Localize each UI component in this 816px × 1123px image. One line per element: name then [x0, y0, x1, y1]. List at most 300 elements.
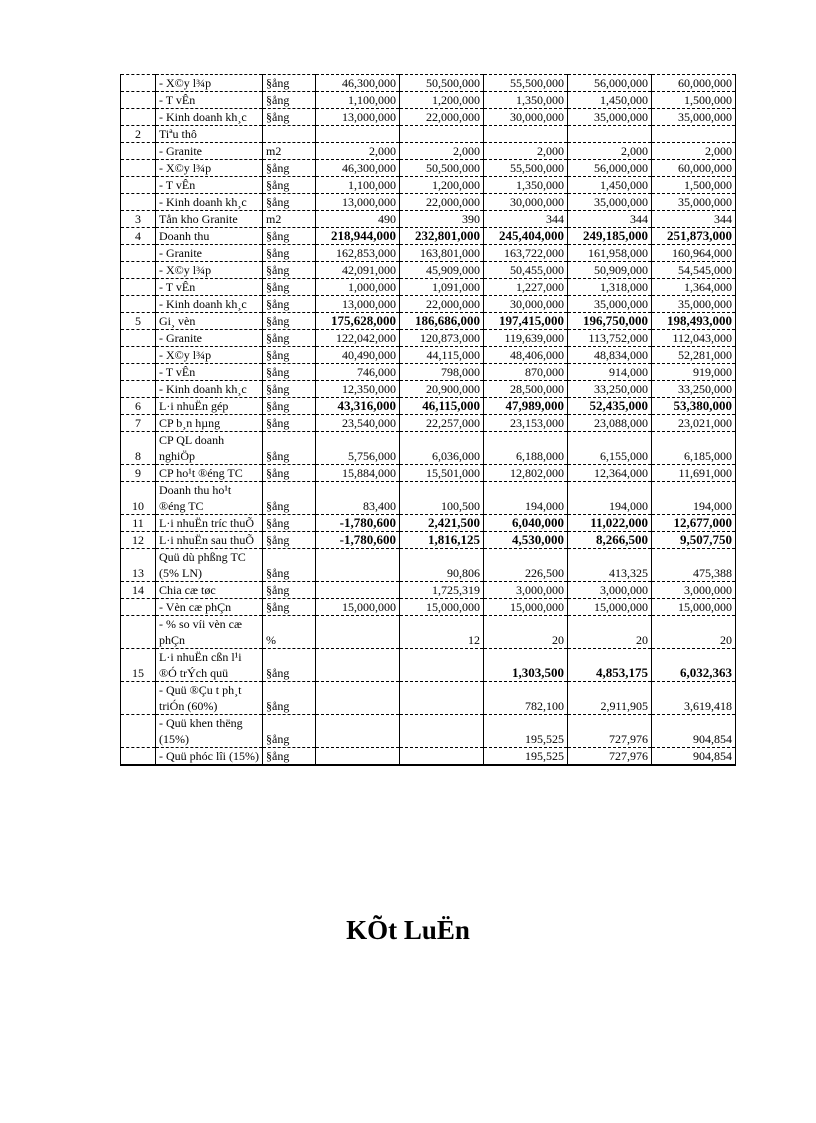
row-unit: §ång — [263, 599, 316, 616]
value-year-4: 4,853,175 — [568, 649, 652, 682]
table-row — [121, 245, 736, 262]
row-label: Chia cæ tøc — [156, 582, 263, 599]
row-label: - T vÊn — [156, 364, 263, 381]
row-unit: §ång — [263, 649, 316, 682]
row-label: - % so víi vèn cæ phÇn — [156, 616, 263, 649]
value-year-2 — [400, 126, 484, 143]
table-row — [121, 211, 736, 228]
value-year-4: 6,155,000 — [568, 432, 652, 465]
value-year-1: 490 — [316, 211, 400, 228]
row-number — [121, 364, 156, 381]
row-unit: §ång — [263, 75, 316, 92]
value-year-5: 35,000,000 — [652, 296, 736, 313]
value-year-5: 33,250,000 — [652, 381, 736, 398]
value-year-4: 196,750,000 — [568, 313, 652, 330]
value-year-1: 5,756,000 — [316, 432, 400, 465]
value-year-5: 3,619,418 — [652, 682, 736, 715]
value-year-4: 48,834,000 — [568, 347, 652, 364]
financial-projection-table — [120, 74, 736, 766]
row-label: Doanh thu ho¹t ®éng TC — [156, 482, 263, 515]
value-year-5: 919,000 — [652, 364, 736, 381]
table-row — [121, 109, 736, 126]
value-year-1: -1,780,600 — [316, 515, 400, 532]
row-unit: §ång — [263, 398, 316, 415]
row-unit: % — [263, 616, 316, 649]
row-number: 15 — [121, 649, 156, 682]
row-label: - Granite — [156, 143, 263, 160]
row-number — [121, 109, 156, 126]
value-year-1: 13,000,000 — [316, 194, 400, 211]
value-year-5: 112,043,000 — [652, 330, 736, 347]
row-label: - Kinh doanh kh¸c — [156, 194, 263, 211]
row-unit: §ång — [263, 482, 316, 515]
value-year-4: 15,000,000 — [568, 599, 652, 616]
row-unit: §ång — [263, 582, 316, 599]
row-label: - Vèn cæ phÇn — [156, 599, 263, 616]
row-unit: §ång — [263, 330, 316, 347]
value-year-3: 6,040,000 — [484, 515, 568, 532]
row-number — [121, 381, 156, 398]
value-year-1: 46,300,000 — [316, 75, 400, 92]
row-number — [121, 347, 156, 364]
table-row — [121, 381, 736, 398]
value-year-2: 50,500,000 — [400, 160, 484, 177]
value-year-2: 22,000,000 — [400, 194, 484, 211]
value-year-1: 746,000 — [316, 364, 400, 381]
value-year-2: 90,806 — [400, 549, 484, 582]
table-row — [121, 549, 736, 582]
value-year-5: 12,677,000 — [652, 515, 736, 532]
value-year-2: 2,000 — [400, 143, 484, 160]
value-year-2: 44,115,000 — [400, 347, 484, 364]
table-row — [121, 432, 736, 465]
row-label: - Quü ®Çu t ph¸t triÓn (60%) — [156, 682, 263, 715]
table-row — [121, 126, 736, 143]
row-unit: §ång — [263, 381, 316, 398]
value-year-1: 1,000,000 — [316, 279, 400, 296]
value-year-4: 50,909,000 — [568, 262, 652, 279]
value-year-1: 13,000,000 — [316, 296, 400, 313]
value-year-4: 1,318,000 — [568, 279, 652, 296]
table-row — [121, 296, 736, 313]
row-label: - Granite — [156, 245, 263, 262]
value-year-1: 162,853,000 — [316, 245, 400, 262]
value-year-5 — [652, 126, 736, 143]
value-year-5: 15,000,000 — [652, 599, 736, 616]
value-year-4: 35,000,000 — [568, 109, 652, 126]
value-year-3 — [484, 126, 568, 143]
value-year-2 — [400, 682, 484, 715]
table-row — [121, 616, 736, 649]
row-number — [121, 92, 156, 109]
row-unit: §ång — [263, 313, 316, 330]
table-row — [121, 330, 736, 347]
value-year-2: 22,257,000 — [400, 415, 484, 432]
value-year-3: 119,639,000 — [484, 330, 568, 347]
row-label: - Granite — [156, 330, 263, 347]
table-row — [121, 649, 736, 682]
value-year-3: 30,000,000 — [484, 109, 568, 126]
value-year-1: 46,300,000 — [316, 160, 400, 177]
row-unit: §ång — [263, 432, 316, 465]
value-year-5: 52,281,000 — [652, 347, 736, 364]
value-year-3: 50,455,000 — [484, 262, 568, 279]
value-year-5: 1,364,000 — [652, 279, 736, 296]
value-year-4: 11,022,000 — [568, 515, 652, 532]
table-row — [121, 194, 736, 211]
value-year-3: 195,525 — [484, 715, 568, 748]
row-number — [121, 245, 156, 262]
value-year-2: 186,686,000 — [400, 313, 484, 330]
value-year-1 — [316, 649, 400, 682]
value-year-4: 52,435,000 — [568, 398, 652, 415]
value-year-3: 163,722,000 — [484, 245, 568, 262]
value-year-3: 55,500,000 — [484, 160, 568, 177]
row-label: Doanh thu — [156, 228, 263, 245]
value-year-5: 344 — [652, 211, 736, 228]
row-unit: §ång — [263, 532, 316, 549]
value-year-2: 163,801,000 — [400, 245, 484, 262]
value-year-1 — [316, 715, 400, 748]
table-row — [121, 465, 736, 482]
value-year-2: 45,909,000 — [400, 262, 484, 279]
row-unit: §ång — [263, 160, 316, 177]
value-year-3: 344 — [484, 211, 568, 228]
row-unit: §ång — [263, 682, 316, 715]
value-year-3: 48,406,000 — [484, 347, 568, 364]
row-unit: §ång — [263, 296, 316, 313]
value-year-3: 226,500 — [484, 549, 568, 582]
value-year-4: 413,325 — [568, 549, 652, 582]
value-year-2: 100,500 — [400, 482, 484, 515]
row-label: - Kinh doanh kh¸c — [156, 381, 263, 398]
row-label: - Kinh doanh kh¸c — [156, 296, 263, 313]
value-year-5: 2,000 — [652, 143, 736, 160]
value-year-3: 1,350,000 — [484, 92, 568, 109]
value-year-3: 28,500,000 — [484, 381, 568, 398]
value-year-5: 11,691,000 — [652, 465, 736, 482]
value-year-3: 12,802,000 — [484, 465, 568, 482]
value-year-1: 15,000,000 — [316, 599, 400, 616]
value-year-5: 198,493,000 — [652, 313, 736, 330]
value-year-2: 232,801,000 — [400, 228, 484, 245]
row-label: CP QL doanh nghiÖp — [156, 432, 263, 465]
value-year-2: 20,900,000 — [400, 381, 484, 398]
row-label: Gi¸ vèn — [156, 313, 263, 330]
row-number — [121, 75, 156, 92]
row-label: Tiªu thô — [156, 126, 263, 143]
value-year-4: 56,000,000 — [568, 160, 652, 177]
value-year-5: 3,000,000 — [652, 582, 736, 599]
value-year-5: 9,507,750 — [652, 532, 736, 549]
value-year-2: 1,091,000 — [400, 279, 484, 296]
value-year-3: 195,525 — [484, 748, 568, 766]
row-unit: §ång — [263, 415, 316, 432]
table-row — [121, 279, 736, 296]
row-label: L·i nhuËn tríc thuÕ — [156, 515, 263, 532]
value-year-3: 197,415,000 — [484, 313, 568, 330]
value-year-1: 13,000,000 — [316, 109, 400, 126]
row-label: - T vÊn — [156, 177, 263, 194]
value-year-4: 1,450,000 — [568, 92, 652, 109]
value-year-4: 12,364,000 — [568, 465, 652, 482]
row-unit — [263, 126, 316, 143]
value-year-2: 798,000 — [400, 364, 484, 381]
value-year-4: 194,000 — [568, 482, 652, 515]
value-year-4: 727,976 — [568, 715, 652, 748]
value-year-2: 15,501,000 — [400, 465, 484, 482]
value-year-5: 251,873,000 — [652, 228, 736, 245]
value-year-5: 53,380,000 — [652, 398, 736, 415]
row-unit: §ång — [263, 279, 316, 296]
row-label: - T vÊn — [156, 279, 263, 296]
value-year-2: 15,000,000 — [400, 599, 484, 616]
row-label: CP b¸n hµng — [156, 415, 263, 432]
row-unit: §ång — [263, 515, 316, 532]
value-year-3: 1,350,000 — [484, 177, 568, 194]
value-year-5: 6,032,363 — [652, 649, 736, 682]
value-year-5: 475,388 — [652, 549, 736, 582]
row-number: 10 — [121, 482, 156, 515]
value-year-3: 3,000,000 — [484, 582, 568, 599]
row-unit: §ång — [263, 364, 316, 381]
value-year-2 — [400, 748, 484, 766]
row-label: - X©y l¾p — [156, 75, 263, 92]
value-year-3: 30,000,000 — [484, 296, 568, 313]
row-number: 4 — [121, 228, 156, 245]
value-year-4 — [568, 126, 652, 143]
row-number: 6 — [121, 398, 156, 415]
row-unit: §ång — [263, 748, 316, 766]
value-year-4: 2,000 — [568, 143, 652, 160]
value-year-5: 54,545,000 — [652, 262, 736, 279]
row-number — [121, 682, 156, 715]
value-year-4: 914,000 — [568, 364, 652, 381]
value-year-4: 3,000,000 — [568, 582, 652, 599]
table-row — [121, 582, 736, 599]
table-row — [121, 262, 736, 279]
value-year-3: 47,989,000 — [484, 398, 568, 415]
row-label: Tån kho Granite — [156, 211, 263, 228]
row-label: - T vÊn — [156, 92, 263, 109]
table-row — [121, 599, 736, 616]
row-label: - Quü phóc lîi (15%) — [156, 748, 263, 766]
value-year-3: 2,000 — [484, 143, 568, 160]
row-number — [121, 143, 156, 160]
value-year-4: 249,185,000 — [568, 228, 652, 245]
value-year-5: 60,000,000 — [652, 160, 736, 177]
row-number: 8 — [121, 432, 156, 465]
value-year-3: 20 — [484, 616, 568, 649]
value-year-3: 245,404,000 — [484, 228, 568, 245]
value-year-3: 1,227,000 — [484, 279, 568, 296]
row-number: 5 — [121, 313, 156, 330]
value-year-4: 20 — [568, 616, 652, 649]
value-year-1 — [316, 682, 400, 715]
value-year-4: 2,911,905 — [568, 682, 652, 715]
value-year-5: 1,500,000 — [652, 177, 736, 194]
value-year-4: 33,250,000 — [568, 381, 652, 398]
value-year-5: 6,185,000 — [652, 432, 736, 465]
row-number — [121, 177, 156, 194]
value-year-1: 122,042,000 — [316, 330, 400, 347]
table-row — [121, 532, 736, 549]
row-unit: §ång — [263, 715, 316, 748]
value-year-3: 870,000 — [484, 364, 568, 381]
value-year-3: 782,100 — [484, 682, 568, 715]
value-year-2 — [400, 649, 484, 682]
value-year-2: 22,000,000 — [400, 109, 484, 126]
row-number — [121, 330, 156, 347]
value-year-4: 161,958,000 — [568, 245, 652, 262]
value-year-3: 6,188,000 — [484, 432, 568, 465]
value-year-5: 160,964,000 — [652, 245, 736, 262]
value-year-1: 23,540,000 — [316, 415, 400, 432]
table-row — [121, 398, 736, 415]
value-year-2: 22,000,000 — [400, 296, 484, 313]
row-unit: §ång — [263, 347, 316, 364]
row-label: L·i nhuËn gép — [156, 398, 263, 415]
row-unit: §ång — [263, 465, 316, 482]
value-year-2: 390 — [400, 211, 484, 228]
value-year-1 — [316, 748, 400, 766]
value-year-3: 4,530,000 — [484, 532, 568, 549]
row-number — [121, 599, 156, 616]
row-unit: m2 — [263, 211, 316, 228]
value-year-1: 12,350,000 — [316, 381, 400, 398]
value-year-1: 1,100,000 — [316, 92, 400, 109]
table-row — [121, 364, 736, 381]
value-year-2: 1,200,000 — [400, 177, 484, 194]
row-unit: §ång — [263, 228, 316, 245]
table-row — [121, 160, 736, 177]
row-unit: §ång — [263, 92, 316, 109]
value-year-1: 83,400 — [316, 482, 400, 515]
value-year-1 — [316, 126, 400, 143]
row-label: - Quü khen thëng (15%) — [156, 715, 263, 748]
value-year-2: 2,421,500 — [400, 515, 484, 532]
value-year-2: 12 — [400, 616, 484, 649]
value-year-1: 40,490,000 — [316, 347, 400, 364]
table-row — [121, 92, 736, 109]
value-year-5: 23,021,000 — [652, 415, 736, 432]
value-year-2: 1,725,319 — [400, 582, 484, 599]
value-year-1: 15,884,000 — [316, 465, 400, 482]
value-year-5: 20 — [652, 616, 736, 649]
table-row — [121, 313, 736, 330]
table-row — [121, 748, 736, 766]
value-year-1 — [316, 582, 400, 599]
value-year-1: -1,780,600 — [316, 532, 400, 549]
row-number — [121, 748, 156, 766]
value-year-2 — [400, 715, 484, 748]
row-unit: §ång — [263, 177, 316, 194]
row-label: CP ho¹t ®éng TC — [156, 465, 263, 482]
row-number: 3 — [121, 211, 156, 228]
value-year-2: 46,115,000 — [400, 398, 484, 415]
value-year-1: 175,628,000 — [316, 313, 400, 330]
table-row — [121, 515, 736, 532]
value-year-1: 2,000 — [316, 143, 400, 160]
value-year-1 — [316, 549, 400, 582]
row-label: - X©y l¾p — [156, 347, 263, 364]
value-year-3: 30,000,000 — [484, 194, 568, 211]
table-row — [121, 228, 736, 245]
table-row — [121, 682, 736, 715]
row-number — [121, 279, 156, 296]
row-number — [121, 715, 156, 748]
row-number: 14 — [121, 582, 156, 599]
row-number — [121, 262, 156, 279]
value-year-2: 1,200,000 — [400, 92, 484, 109]
row-number — [121, 194, 156, 211]
table-body — [121, 75, 736, 766]
value-year-5: 904,854 — [652, 748, 736, 766]
row-number: 7 — [121, 415, 156, 432]
value-year-2: 120,873,000 — [400, 330, 484, 347]
value-year-4: 727,976 — [568, 748, 652, 766]
table-row — [121, 177, 736, 194]
row-label: L·i nhuËn cßn l¹i ®Ó trÝch quü — [156, 649, 263, 682]
value-year-5: 35,000,000 — [652, 194, 736, 211]
value-year-3: 23,153,000 — [484, 415, 568, 432]
value-year-3: 1,303,500 — [484, 649, 568, 682]
row-number — [121, 160, 156, 177]
row-number: 11 — [121, 515, 156, 532]
value-year-1: 43,316,000 — [316, 398, 400, 415]
row-label: - X©y l¾p — [156, 262, 263, 279]
table-row — [121, 482, 736, 515]
row-unit: m2 — [263, 143, 316, 160]
row-label: Quü dù phßng TC (5% LN) — [156, 549, 263, 582]
value-year-5: 194,000 — [652, 482, 736, 515]
row-unit: §ång — [263, 262, 316, 279]
value-year-4: 23,088,000 — [568, 415, 652, 432]
value-year-2: 6,036,000 — [400, 432, 484, 465]
value-year-3: 15,000,000 — [484, 599, 568, 616]
section-heading: KÕt LuËn — [346, 915, 470, 945]
value-year-5: 904,854 — [652, 715, 736, 748]
table-row — [121, 75, 736, 92]
value-year-5: 1,500,000 — [652, 92, 736, 109]
value-year-4: 35,000,000 — [568, 296, 652, 313]
table-row — [121, 143, 736, 160]
value-year-2: 50,500,000 — [400, 75, 484, 92]
value-year-4: 35,000,000 — [568, 194, 652, 211]
row-unit: §ång — [263, 109, 316, 126]
value-year-3: 194,000 — [484, 482, 568, 515]
row-number: 12 — [121, 532, 156, 549]
value-year-1 — [316, 616, 400, 649]
row-unit: §ång — [263, 245, 316, 262]
value-year-3: 55,500,000 — [484, 75, 568, 92]
value-year-4: 8,266,500 — [568, 532, 652, 549]
row-number: 9 — [121, 465, 156, 482]
value-year-4: 344 — [568, 211, 652, 228]
row-number: 2 — [121, 126, 156, 143]
value-year-1: 1,100,000 — [316, 177, 400, 194]
value-year-4: 56,000,000 — [568, 75, 652, 92]
value-year-1: 42,091,000 — [316, 262, 400, 279]
row-unit: §ång — [263, 194, 316, 211]
value-year-2: 1,816,125 — [400, 532, 484, 549]
row-number — [121, 296, 156, 313]
row-label: L·i nhuËn sau thuÕ — [156, 532, 263, 549]
value-year-1: 218,944,000 — [316, 228, 400, 245]
value-year-4: 113,752,000 — [568, 330, 652, 347]
value-year-4: 1,450,000 — [568, 177, 652, 194]
row-label: - Kinh doanh kh¸c — [156, 109, 263, 126]
